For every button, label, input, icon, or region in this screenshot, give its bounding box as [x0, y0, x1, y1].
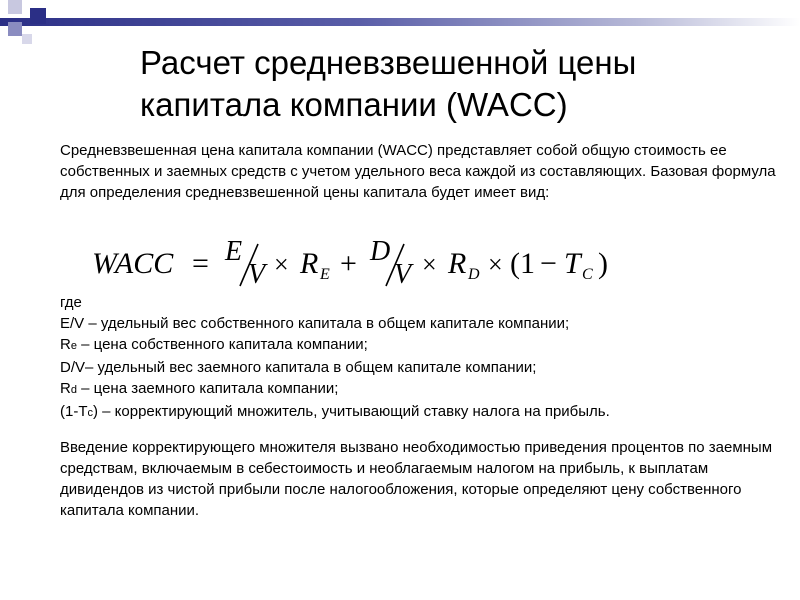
header-decoration-bar — [0, 18, 800, 26]
decoration-square — [8, 0, 22, 14]
tc-open: (1-T — [60, 403, 88, 420]
rd-symbol: R — [60, 380, 71, 397]
re-symbol: R — [60, 336, 71, 353]
decoration-square — [8, 22, 22, 36]
formula-times-3: × — [488, 250, 503, 279]
title-line-1: Расчет средневзвешенной цены — [140, 44, 637, 81]
formula-R-E: R — [300, 247, 319, 280]
intro-paragraph: Средневзвешенная цена капитала компании (WACC) представляет собой общую стоимость ее собственных и заемных средств с учетом удельного веса каждой из составляющих. Базовая формула для определения средневзвешенной цены капитала будет имеет вид: — [60, 142, 776, 201]
definition-rd — [60, 378, 780, 401]
definition-re — [60, 334, 780, 357]
definitions-list — [60, 292, 780, 424]
decoration-square — [22, 34, 32, 44]
formula-V-1: V — [248, 259, 266, 288]
formula-T: T — [564, 247, 581, 280]
rd-subscript: d — [70, 384, 77, 396]
re-text: – цена собственного капитала компании; — [76, 336, 368, 353]
definition-tc — [60, 401, 780, 424]
formula-D: D — [370, 236, 391, 267]
formula-lparen: (1 — [510, 247, 535, 280]
formula-minus: − — [540, 247, 557, 280]
formula-svg — [90, 236, 630, 288]
definition-dv: D/V– удельный вес заемного капитала в общем капитале компании; — [60, 359, 537, 376]
conclusion-paragraph: Введение корректирующего множителя вызвано необходимостью приведения процентов по заемным средствам, включаемым в себестоимость и необлагаемым налогом на прибыль, к выплатам дивидендов из чистой прибыли после налогообложения, которые определяют цену собственного капитала компании. — [60, 439, 773, 519]
formula-times-1: × — [274, 250, 289, 279]
formula-E: E — [225, 236, 243, 267]
re-subscript: e — [70, 340, 77, 352]
slide-title — [140, 42, 780, 126]
formula-plus: + — [340, 247, 357, 280]
formula-times-2: × — [422, 250, 437, 279]
formula-rparen: ) — [598, 247, 608, 280]
formula-V-2: V — [394, 259, 412, 288]
wacc-formula — [90, 236, 630, 288]
formula-sub-C: C — [582, 266, 593, 283]
title-line-2: капитала компании (WACC) — [140, 86, 568, 123]
formula-sub-E: E — [320, 266, 330, 283]
definition-ev: E/V – удельный вес собственного капитала в общем капитале компании; — [60, 315, 570, 332]
decoration-square — [30, 8, 46, 24]
definitions-intro: где — [60, 294, 82, 311]
formula-equals: = — [192, 247, 209, 280]
formula-R-D: R — [448, 247, 467, 280]
formula-lhs: WACC — [92, 247, 174, 280]
formula-sub-D: D — [468, 266, 480, 283]
rd-text: – цена заемного капитала компании; — [76, 380, 339, 397]
tc-subscript: c — [87, 407, 93, 419]
tc-text: ) – корректирующий множитель, учитывающий ставку налога на прибыль. — [93, 403, 610, 420]
